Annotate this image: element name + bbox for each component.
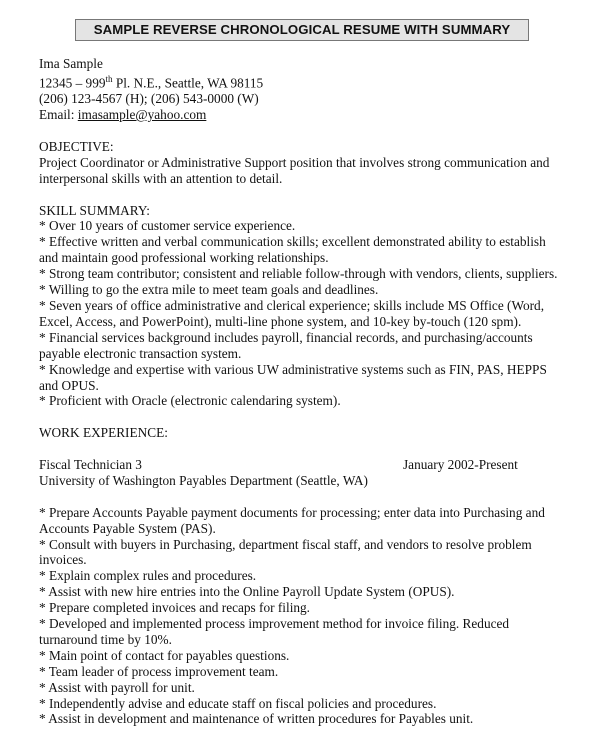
- address-rest: Pl. N.E., Seattle, WA 98115: [112, 75, 264, 91]
- duty-line: * Explain complex rules and procedures.: [39, 568, 257, 584]
- objective-line: interpersonal skills with an attention to detail.: [39, 170, 283, 186]
- address-number: 12345 – 999: [39, 75, 106, 91]
- skill-line: * Effective written and verbal communication skills; excellent demonstrated ability to establish: [39, 234, 546, 250]
- skill-line: * Willing to go the extra mile to meet team goals and deadlines.: [39, 282, 379, 298]
- skill-line: * Knowledge and expertise with various UW administrative systems such as FIN, PAS, HEPPS: [39, 361, 547, 377]
- resume-document: [39, 56, 584, 727]
- duty-line: * Prepare Accounts Payable payment documents for processing; enter data into Purchasing and: [39, 504, 545, 520]
- duty-line: turnaround time by 10%.: [39, 631, 172, 647]
- work-heading: WORK EXPERIENCE:: [39, 425, 168, 441]
- skill-line: * Proficient with Oracle (electronic calendaring system).: [39, 393, 341, 409]
- resume-banner-title: SAMPLE REVERSE CHRONOLOGICAL RESUME WITH SUMMARY: [75, 19, 529, 41]
- skills-section: [39, 203, 584, 410]
- duty-line: * Team leader of process improvement team.: [39, 663, 279, 679]
- job-employer: University of Washington Payables Department (Seattle, WA): [39, 472, 368, 488]
- skill-line: and maintain good professional working relationships.: [39, 250, 329, 266]
- skill-line: and OPUS.: [39, 377, 99, 393]
- skill-line: payable electronic transaction system.: [39, 345, 242, 361]
- job-header: [39, 457, 584, 473]
- duty-line: * Assist with new hire entries into the Online Payroll Update System (OPUS).: [39, 584, 455, 600]
- duty-line: * Prepare completed invoices and recaps for filing.: [39, 600, 311, 616]
- work-section: [39, 425, 584, 727]
- skill-line: * Over 10 years of customer service experience.: [39, 218, 296, 234]
- duty-line: Accounts Payable System (PAS).: [39, 520, 216, 536]
- duty-line: * Assist in development and maintenance of written procedures for Payables unit.: [39, 711, 474, 727]
- duty-line: * Main point of contact for payables questions.: [39, 647, 290, 663]
- job-dates: January 2002-Present: [403, 457, 518, 473]
- duty-line: * Assist with payroll for unit.: [39, 679, 195, 695]
- contact-email-line: [39, 107, 584, 123]
- contact-block: [39, 56, 584, 123]
- skill-line: * Financial services background includes payroll, financial records, and purchasing/accounts: [39, 329, 533, 345]
- duty-line: * Developed and implemented process improvement method for invoice filing. Reduced: [39, 616, 510, 632]
- objective-section: [39, 139, 584, 187]
- contact-address: [39, 72, 584, 91]
- duty-line: * Independently advise and educate staff on fiscal policies and procedures.: [39, 695, 437, 711]
- job-title: Fiscal Technician 3: [39, 457, 142, 473]
- objective-line: Project Coordinator or Administrative Support position that involves strong communication and: [39, 154, 550, 170]
- skill-line: * Seven years of office administrative and clerical experience; skills include MS Office (Word,: [39, 297, 545, 313]
- duty-line: invoices.: [39, 552, 87, 568]
- contact-name: Ima Sample: [39, 56, 103, 71]
- contact-phones: (206) 123-4567 (H); (206) 543-0000 (W): [39, 91, 259, 107]
- skills-heading: SKILL SUMMARY:: [39, 202, 150, 218]
- address-ordinal: th: [105, 73, 113, 84]
- skill-line: * Strong team contributor; consistent and reliable follow-through with vendors, clients, suppliers.: [39, 266, 558, 282]
- email-link[interactable]: imasample@yahoo.com: [77, 107, 207, 123]
- duty-line: * Consult with buyers in Purchasing, department fiscal staff, and vendors to resolve problem: [39, 536, 532, 552]
- email-label: Email:: [39, 107, 78, 123]
- skill-line: Excel, Access, and PowerPoint), multi-line phone system, and 10-key by-touch (120 spm).: [39, 313, 522, 329]
- objective-heading: OBJECTIVE:: [39, 138, 114, 154]
